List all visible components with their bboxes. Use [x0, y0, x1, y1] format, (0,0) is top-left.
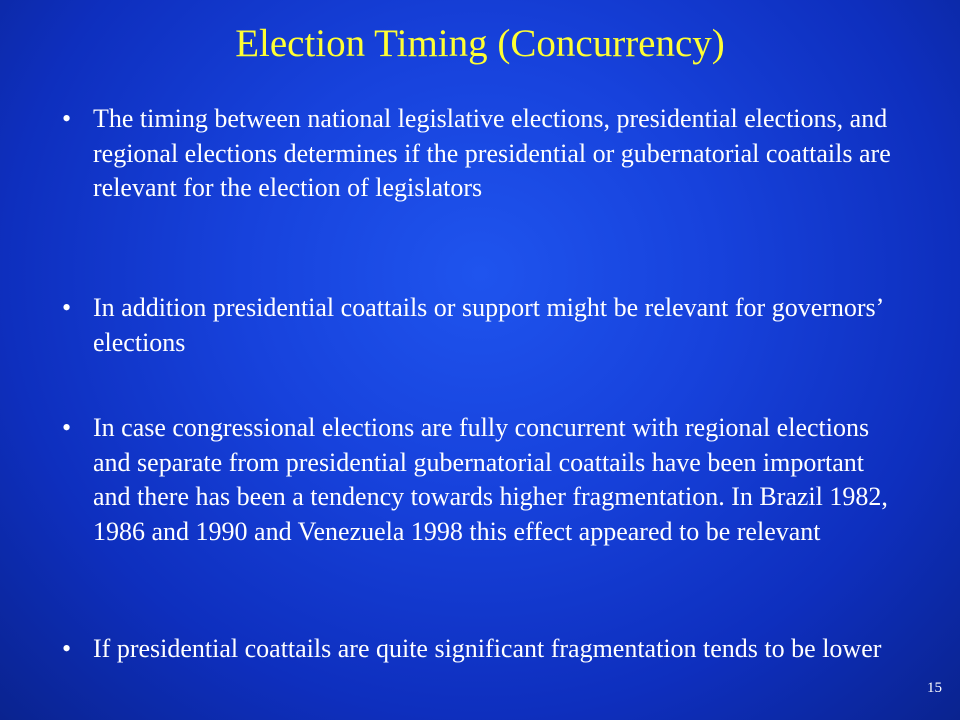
page-number: 15 [927, 680, 942, 696]
bullet-item [62, 411, 902, 549]
bullet-text: If presidential coattails are quite significant fragmentation tends to be lower [93, 634, 882, 663]
slide-title: Election Timing (Concurrency) [235, 22, 725, 65]
bullet-item [62, 291, 902, 360]
bullet-dot-icon: • [62, 293, 72, 322]
bullet-dot-icon: • [62, 413, 72, 442]
bullet-item [62, 102, 902, 206]
bullet-dot-icon: • [62, 104, 72, 133]
bullet-text: In addition presidential coattails or support might be relevant for governors’ elections [93, 293, 883, 357]
bullet-item [62, 632, 902, 667]
bullet-text: In case congressional elections are fully concurrent with regional elections and separate from presidential gubernatorial coattails have been important and there has been a tendency towards higher fragmentation. In Brazil 1982, 1986 and 1990 and Venezuela 1998 this effect appeared to be relevant [93, 413, 888, 546]
bullet-text: The timing between national legislative elections, presidential elections, and regional elections determines if the presidential or gubernatorial coattails are relevant for the election of legislators [93, 104, 891, 202]
bullet-dot-icon: • [62, 634, 72, 663]
